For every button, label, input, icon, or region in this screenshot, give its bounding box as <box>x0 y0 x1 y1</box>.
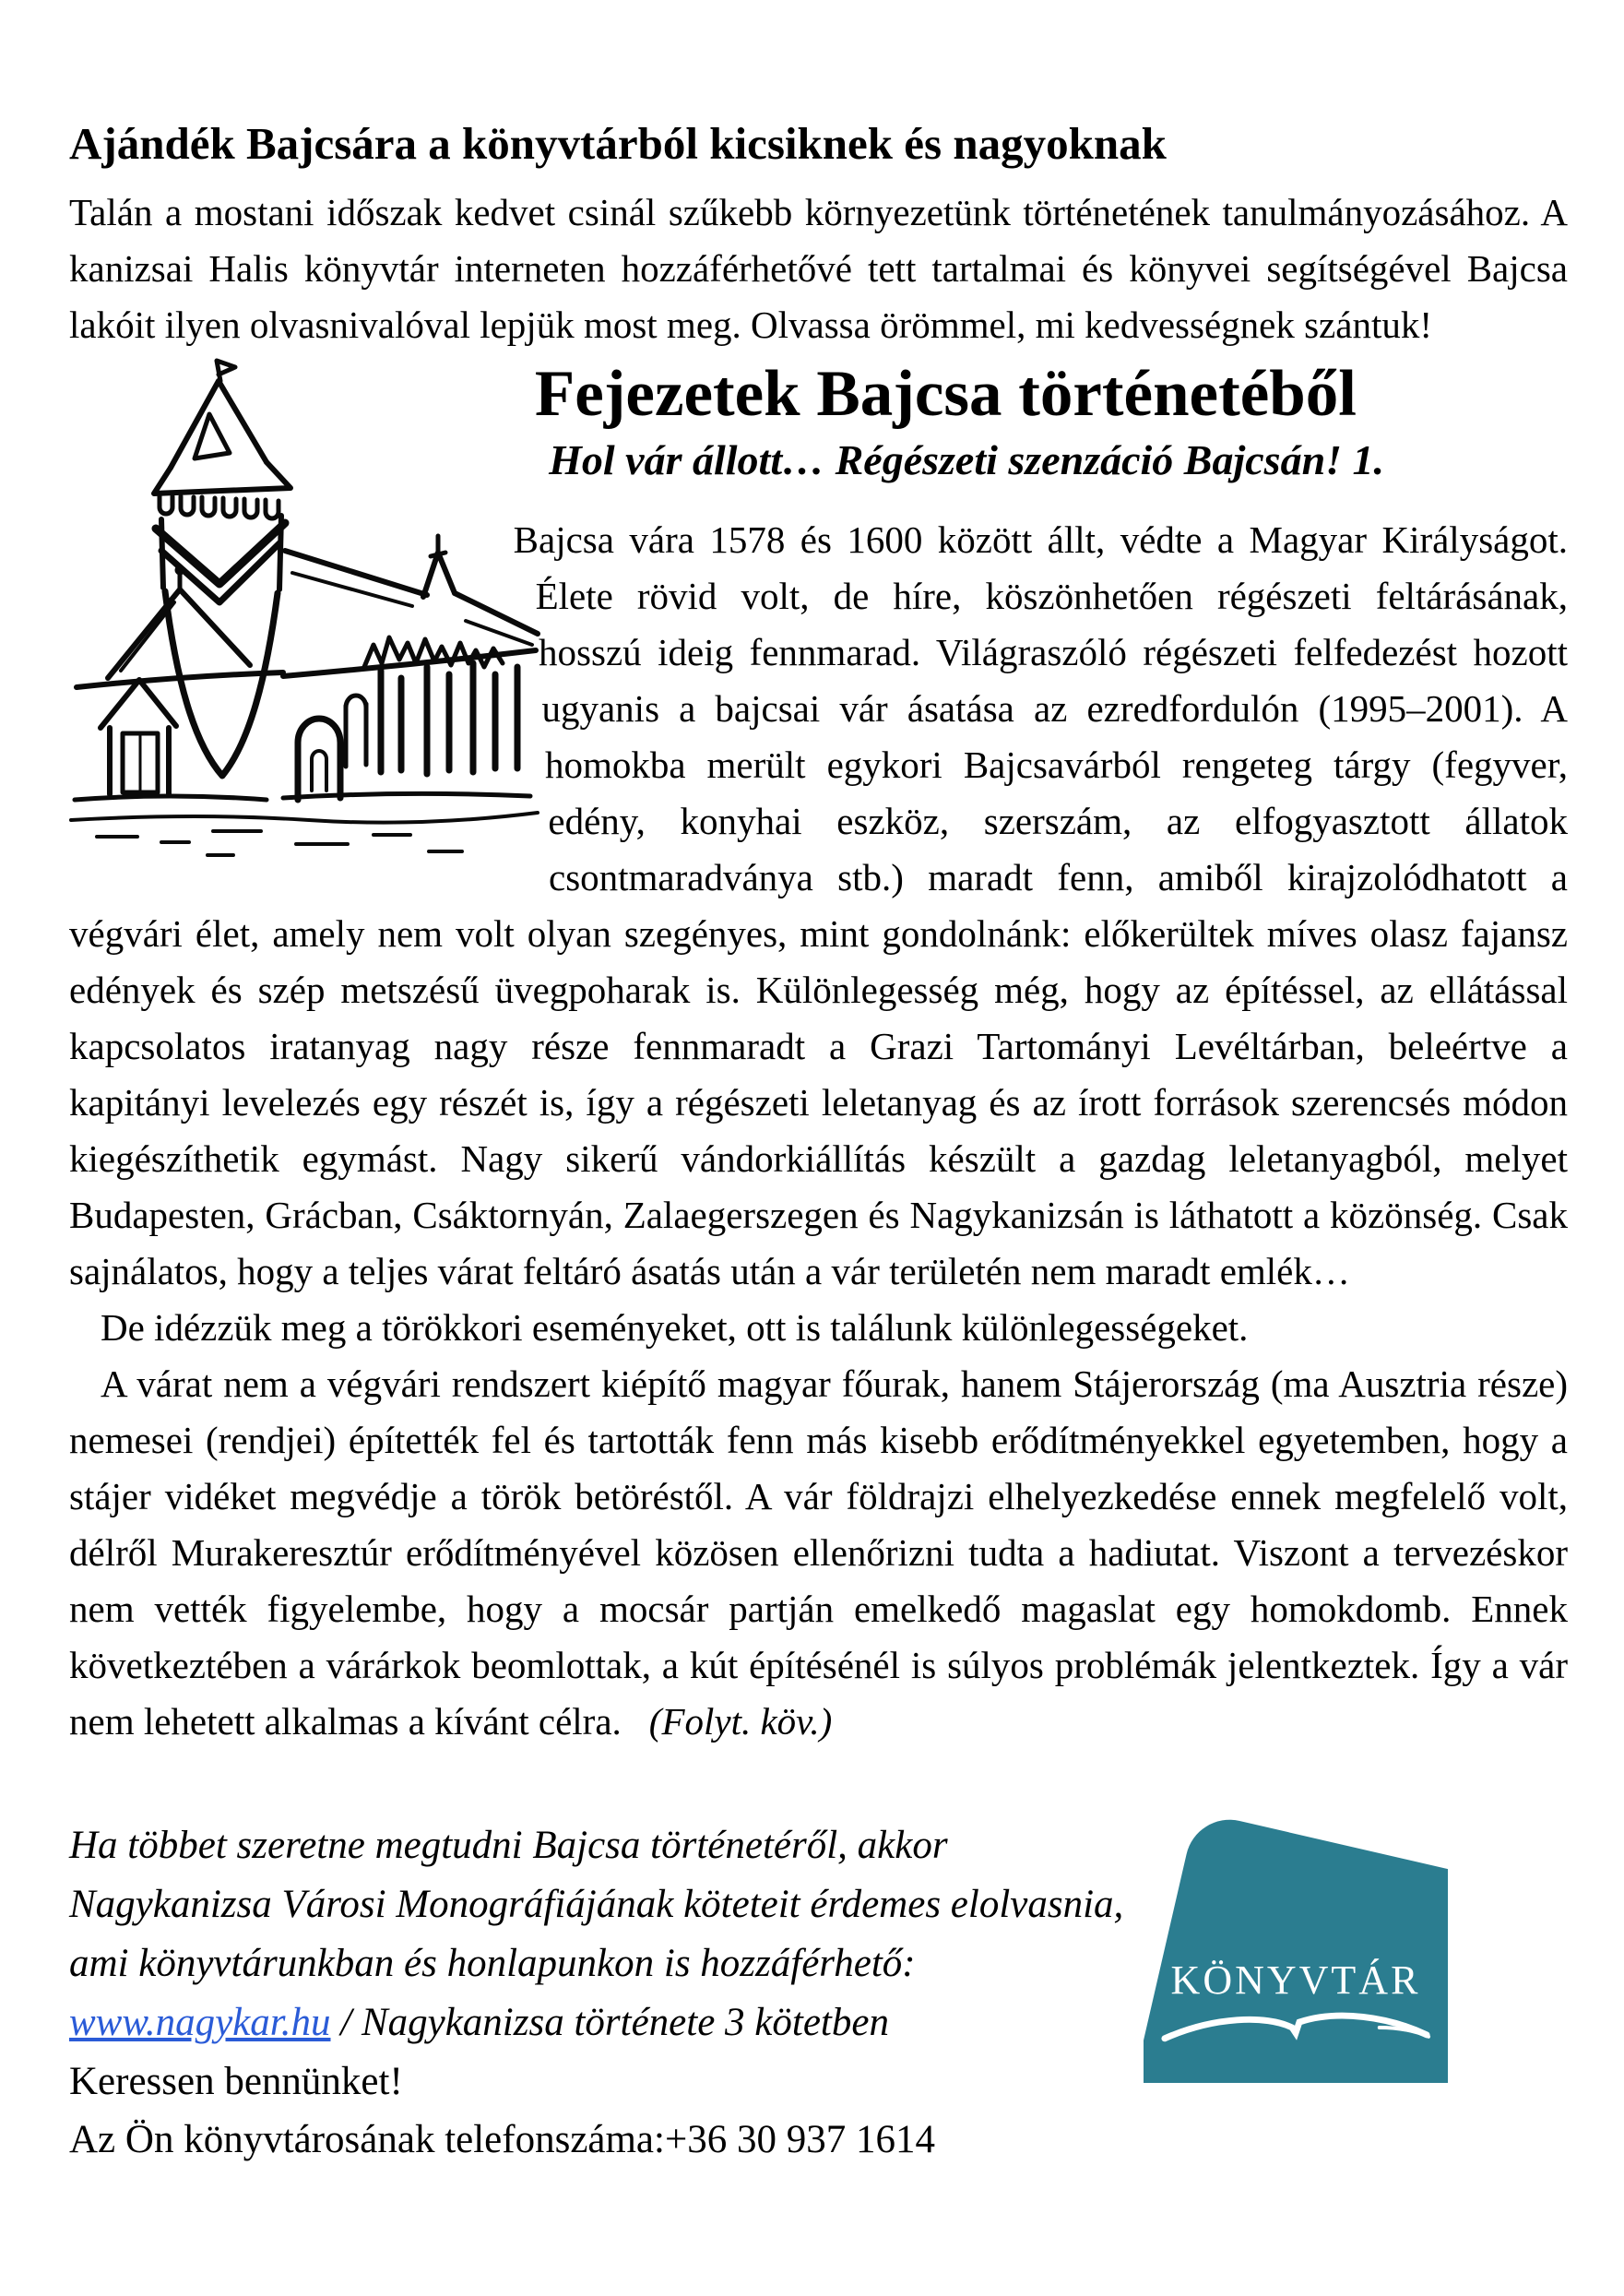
article-heading: Ajándék Bajcsára a könyvtárból kicsiknek és nagyoknak <box>69 118 1167 169</box>
nagykar-link[interactable]: www.nagykar.hu <box>69 2001 331 2044</box>
article-paragraph: Bajcsa vára 1578 és 1600 között állt, védte a Magyar Királyságot. Élete rövid volt, de híre, köszönhetően régészeti feltárásának, hosszú ideig fennmarad. Világraszóló régészeti felfedezést hozott ugyanis a bajcsai vár ásatása az ezredfordulón (1995–2001). A homokba merült egykori Bajcsavárból rengeteg tárgy (fegyver, edény, konyhai eszköz, szerszám, az elfogyasztott állatok csontmaradványa stb.) maradt fenn, amiből kirajzolódhatott a végvári élet, amely nem volt olyan szegényes, mint gondolnánk: előkerültek míves olasz fajansz edények és szép metszésű üvegpoharak is. Különlegesség még, hogy az építéssel, az ellátással kapcsolatos iratanyag nagy része fennmaradt a Grazi Tartományi Levéltárban, beleértve a kapitányi levelezés egy részét is, így a régészeti leletanyag és az írott források szerencsés módon kiegészíthetik egymást. Nagy sikerű vándorkiállítás készült a gazdag leletanyagból, melyet Budapesten, Grácban, Csáktornyán, Zalaegerszegen és Nagykanizsán is láthatott a közönség. Csak sajnálatos, hogy a teljes várat feltáró ásatás után a vár területén nem maradt emlék… <box>69 518 1568 1292</box>
continuation-note: (Folyt. köv.) <box>648 1700 833 1743</box>
library-logo <box>1144 1818 1448 2083</box>
article-subtitle: Hol vár állott… Régészeti szenzáció Bajcsán! 1. <box>549 436 1385 483</box>
article-paragraph: De idézzük meg a törökkori eseményeket, ott is találunk különlegességeket. <box>101 1306 1249 1349</box>
church-illustration <box>69 357 549 860</box>
footer <box>69 1816 1568 2185</box>
footer-cta: Keressen bennünket! <box>69 2060 403 2103</box>
article-paragraph <box>69 1356 1568 1750</box>
open-book-icon <box>1159 2005 1432 2048</box>
footer-promo: Ha többet szeretne megtudni Bajcsa történetéről, akkor Nagykanizsa Városi Monográfiájának köteteit érdemes elolvasnia, ami könyvtárunkban és honlapunkon is hozzáférhető: <box>69 1824 1124 1985</box>
logo-text: KÖNYVTÁR <box>1170 1957 1421 2003</box>
article <box>69 357 1568 1750</box>
logo-content <box>1144 1957 1448 2048</box>
paragraph-text: A várat nem a végvári rendszert kiépítő magyar főurak, hanem Stájerország (ma Ausztria része) nemesei (rendjei) építették fel és tartották fenn más kisebb erődítményekkel egyetemben, hogy a stájer vidéket megvédje a török betöréstől. A vár földrajzi elhelyezkedése ennek megfelelő volt, délről Murakeresztúr erődítményével közösen ellenőrizni tudta a hadiutat. Viszont a tervezéskor nem vették figyelembe, hogy a mocsár partján emelkedő magaslat egy homokdomb. Ennek következtében a várárkok beomlottak, a kút építésénél is súlyos problémák jelentkeztek. Így a vár nem lehetett alkalmas a kívánt célra. <box>69 1362 1568 1743</box>
link-suffix: / Nagykanizsa története 3 kötetben <box>330 2001 889 2044</box>
article-title: Fejezetek Bajcsa történetéből <box>534 358 1357 430</box>
footer-phone: Az Ön könyvtárosának telefonszáma:+36 30 937 1614 <box>69 2118 935 2161</box>
intro-paragraph: Talán a mostani időszak kedvet csinál szűkebb környezetünk történetének tanulmányozásához. A kanizsai Halis könyvtár interneten hozzáférhetővé tett tartalmai és könyvei segítségével Bajcsa lakóit ilyen olvasnivalóval lepjük most meg. Olvassa örömmel, mi kedvességnek szántuk! <box>69 191 1568 346</box>
